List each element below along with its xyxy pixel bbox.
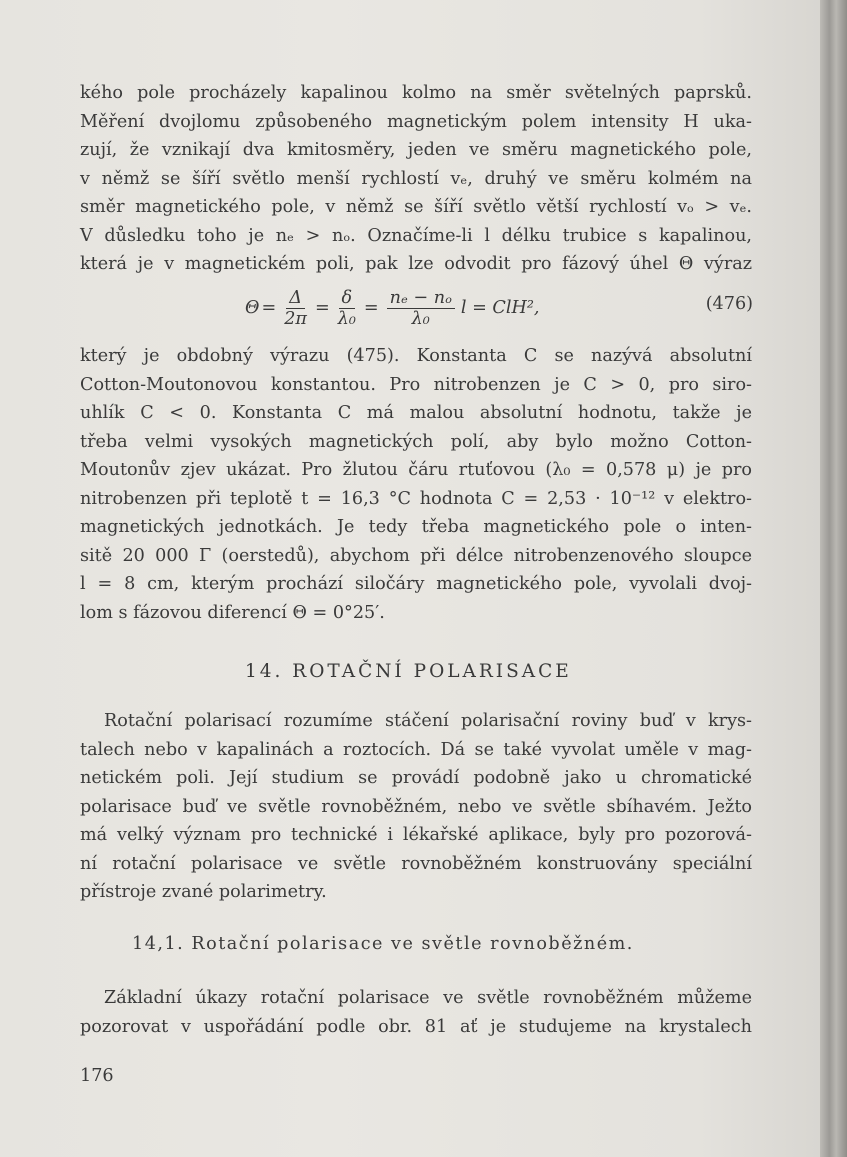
text-line: netickém poli. Její studium se provádí podobně jako u chromatické	[80, 768, 752, 788]
fraction-numerator: δ	[339, 288, 356, 309]
text-line: zují, že vznikají dva kmitosměry, jeden ve směru magnetického pole,	[80, 140, 752, 160]
text-line: má velký význam pro technické i lékařské aplikace, byly pro pozorová-	[80, 825, 752, 845]
text-line: polarisace buď ve světle rovnoběžném, nebo ve světle sbíhavém. Ježto	[80, 796, 752, 817]
fraction-denominator: 2π	[284, 308, 307, 329]
section-heading: 14. ROTAČNÍ POLARISACE	[245, 661, 572, 682]
text-line: Moutonův zjev ukázat. Pro žlutou čáru rtuťovou (λ₀ = 0,578 μ) je pro	[80, 460, 752, 480]
text-line: sitě 20 000 Γ (oerstedů), abychom při délce nitrobenzenového sloupce	[80, 545, 752, 566]
fraction-numerator: Δ	[286, 288, 305, 309]
fraction-index-difference	[387, 288, 455, 329]
text-line: l = 8 cm, kterým prochází siločáry magnetického pole, vyvolali dvoj-	[80, 574, 752, 594]
fraction-denominator: λ₀	[337, 308, 356, 329]
text-line: lom s fázovou diferencí Θ = 0°25′.	[80, 602, 385, 623]
page-edge-shadow	[820, 0, 847, 1157]
fraction-numerator: nₑ − nₒ	[387, 288, 455, 309]
text-line: uhlík C < 0. Konstanta C má malou absolutní hodnotu, takže je	[80, 403, 752, 423]
text-line: třeba velmi vysokých magnetických polí, aby bylo možno Cotton-	[80, 431, 752, 452]
equation-476	[245, 282, 753, 334]
subsection-heading: 14,1. Rotační polarisace ve světle rovnoběžném.	[132, 934, 634, 954]
eq-lhs: Θ	[245, 298, 260, 318]
paragraph-cotton-mouton	[80, 342, 752, 627]
paragraph-rotational-polarisation	[80, 707, 752, 907]
eq-sign: =	[314, 298, 330, 318]
text-line: V důsledku toho je nₑ > nₒ. Označíme-li l délku trubice s kapalinou,	[80, 225, 752, 246]
text-line: která je v magnetickém poli, pak lze odvodit pro fázový úhel Θ výraz	[80, 254, 752, 274]
eq-sign: =	[261, 298, 277, 318]
text-line: Měření dvojlomu způsobeného magnetickým polem intensity H uka-	[80, 111, 752, 132]
text-line: kého pole procházely kapalinou kolmo na směr světelných paprsků.	[80, 83, 752, 103]
fraction-delta-2pi	[284, 288, 307, 329]
text-line: Základní úkazy rotační polarisace ve světle rovnoběžném můžeme	[104, 988, 752, 1008]
text-line: který je obdobný výrazu (475). Konstanta C se nazývá absolutní	[80, 346, 752, 366]
text-line: přístroje zvané polarimetry.	[80, 882, 327, 902]
eq-sign: =	[363, 298, 379, 318]
text-line: směr magnetického pole, v němž se šíří světlo větší rychlostí vₒ > vₑ.	[80, 197, 752, 217]
equation-body	[245, 282, 540, 334]
text-line: talech nebo v kapalinách a roztocích. Dá se také vyvolat uměle v mag-	[80, 739, 752, 760]
text-line: pozorovat v uspořádání podle obr. 81 ať je studujeme na krystalech	[80, 1016, 752, 1037]
paragraph-continuation	[80, 79, 752, 279]
fraction-delta-lambda	[338, 288, 356, 329]
text-line: magnetických jednotkách. Je tedy třeba magnetického pole o inten-	[80, 517, 752, 537]
text-line: Cotton-Moutonovou konstantou. Pro nitrobenzen je C > 0, pro siro-	[80, 374, 752, 395]
text-line: v němž se šíří světlo menší rychlostí vₑ, druhý ve směru kolmém na	[80, 168, 752, 189]
text-line: ní rotační polarisace ve světle rovnoběžném konstruovány speciální	[80, 853, 752, 874]
fraction-denominator: λ₀	[411, 308, 430, 329]
page-number: 176	[80, 1066, 114, 1086]
text-line: nitrobenzen při teplotě t = 16,3 °C hodnota C = 2,53 · 10⁻¹² v elektro-	[80, 488, 752, 509]
eq-rhs: l = ClH²,	[460, 298, 540, 318]
text-line: Rotační polarisací rozumíme stáčení polarisační roviny buď v krys-	[104, 711, 752, 731]
paragraph-basic-phenomena	[80, 984, 752, 1041]
equation-number: (476)	[705, 294, 753, 314]
